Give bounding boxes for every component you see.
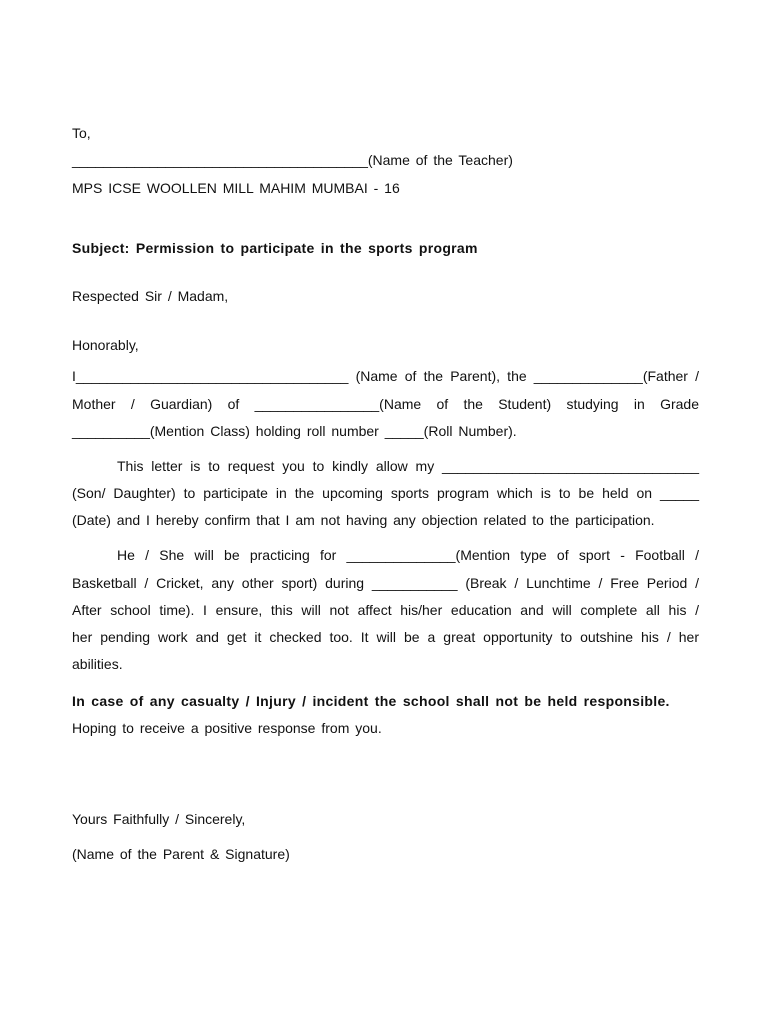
salutation-to: To, <box>72 125 91 141</box>
school-name-line: MPS ICSE WOOLLEN MILL MAHIM MUMBAI - 16 <box>72 180 400 196</box>
hoping-line: Hoping to receive a positive response from you. <box>72 720 382 736</box>
intro-line-3: __________(Mention Class) holding roll number _____(Roll Number). <box>72 423 517 439</box>
para1-line-1: This letter is to request you to kindly allow my _________________________________ <box>117 458 699 474</box>
para2-line-1: He / She will be practicing for ______________(Mention type of sport - Football / <box>117 547 699 563</box>
greeting: Respected Sir / Madam, <box>72 288 229 304</box>
teacher-name-line: ______________________________________(Name of the Teacher) <box>72 152 513 168</box>
closing-line: Yours Faithfully / Sincerely, <box>72 811 246 827</box>
para2-line-2: Basketball / Cricket, any other sport) during ___________ (Break / Lunchtime / Free Period / <box>72 575 699 591</box>
disclaimer-line: In case of any casualty / Injury / incident the school shall not be held responsible. <box>72 693 670 709</box>
para1-line-3: (Date) and I hereby confirm that I am not having any objection related to the participation. <box>72 512 655 528</box>
honorably: Honorably, <box>72 337 139 353</box>
intro-line-2: Mother / Guardian) of ________________(Name of the Student) studying in Grade <box>72 396 699 412</box>
letter-page <box>72 0 699 1024</box>
intro-line-1: I___________________________________ (Name of the Parent), the ______________(Father / <box>72 368 699 384</box>
para2-line-3: After school time). I ensure, this will not affect his/her education and will complete all his / <box>72 602 699 618</box>
para2-line-4: her pending work and get it checked too. It will be a great opportunity to outshine his / her <box>72 629 699 645</box>
subject-line: Subject: Permission to participate in the sports program <box>72 240 478 256</box>
signature-line: (Name of the Parent & Signature) <box>72 846 290 862</box>
para2-line-5: abilities. <box>72 656 123 672</box>
para1-line-2: (Son/ Daughter) to participate in the upcoming sports program which is to be held on _____ <box>72 485 699 501</box>
